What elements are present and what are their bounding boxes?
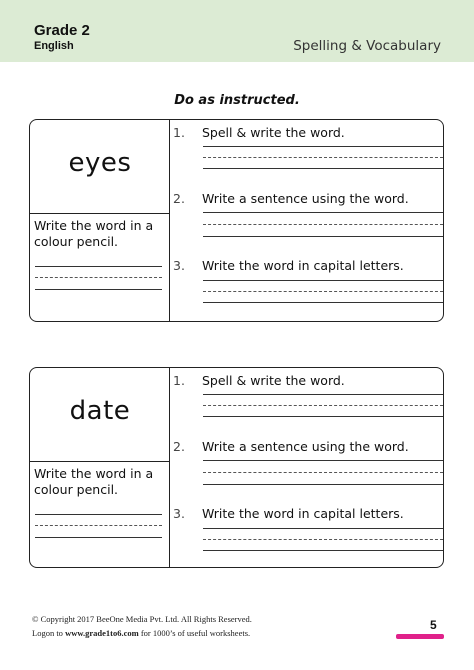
writing-line-dashed [35,277,162,278]
answer-line[interactable] [203,236,443,237]
task-number: 2. [173,439,185,454]
page-number: 5 [430,618,437,632]
logon-notice [32,628,250,638]
word-box [30,368,170,462]
task-text: Write the word in capital letters. [202,258,404,273]
target-word: date [69,396,131,426]
word-card-1 [29,119,444,322]
brand-bar [396,634,444,639]
writing-line[interactable] [35,537,162,538]
answer-line[interactable] [203,416,443,417]
task-number: 1. [173,373,185,388]
website-link[interactable]: www.grade1to6.com [65,628,139,638]
answer-line[interactable] [203,168,443,169]
task-text: Spell & write the word. [202,125,345,140]
writing-line-dashed [35,525,162,526]
task-number: 2. [173,191,185,206]
word-box [30,120,170,214]
answer-line-dashed [203,405,443,406]
task-text: Write the word in capital letters. [202,506,404,521]
answer-line-dashed [203,472,443,473]
subject-label: English [34,40,74,52]
answer-line[interactable] [203,528,443,529]
answer-line[interactable] [203,460,443,461]
task-text: Write a sentence using the word. [202,191,409,206]
answer-line[interactable] [203,302,443,303]
section-title: Spelling & Vocabulary [293,38,441,54]
task-text: Spell & write the word. [202,373,345,388]
colour-pencil-task: Write the word in a colour pencil. [34,466,154,497]
writing-line[interactable] [35,514,162,515]
word-column [30,368,170,567]
grade-label: Grade 2 [34,22,90,39]
answer-line-dashed [203,157,443,158]
instruction-heading: Do as instructed. [174,93,300,108]
task-number: 3. [173,506,185,521]
writing-line[interactable] [35,266,162,267]
answer-line-dashed [203,539,443,540]
task-number: 3. [173,258,185,273]
word-card-2 [29,367,444,568]
copyright-notice: © Copyright 2017 BeeOne Media Pvt. Ltd. All Rights Reserved. [32,614,252,624]
logon-suffix: for 1000’s of useful worksheets. [138,628,251,638]
word-column [30,120,170,321]
answer-line[interactable] [203,550,443,551]
colour-pencil-task: Write the word in a colour pencil. [34,218,154,249]
task-text: Write a sentence using the word. [202,439,409,454]
writing-line[interactable] [35,289,162,290]
task-number: 1. [173,125,185,140]
answer-line[interactable] [203,146,443,147]
logon-prefix: Logon to [32,628,66,638]
target-word: eyes [68,148,132,178]
answer-line[interactable] [203,484,443,485]
answer-line[interactable] [203,212,443,213]
answer-line[interactable] [203,280,443,281]
page-header [0,0,474,62]
answer-line-dashed [203,291,443,292]
answer-line[interactable] [203,394,443,395]
answer-line-dashed [203,224,443,225]
